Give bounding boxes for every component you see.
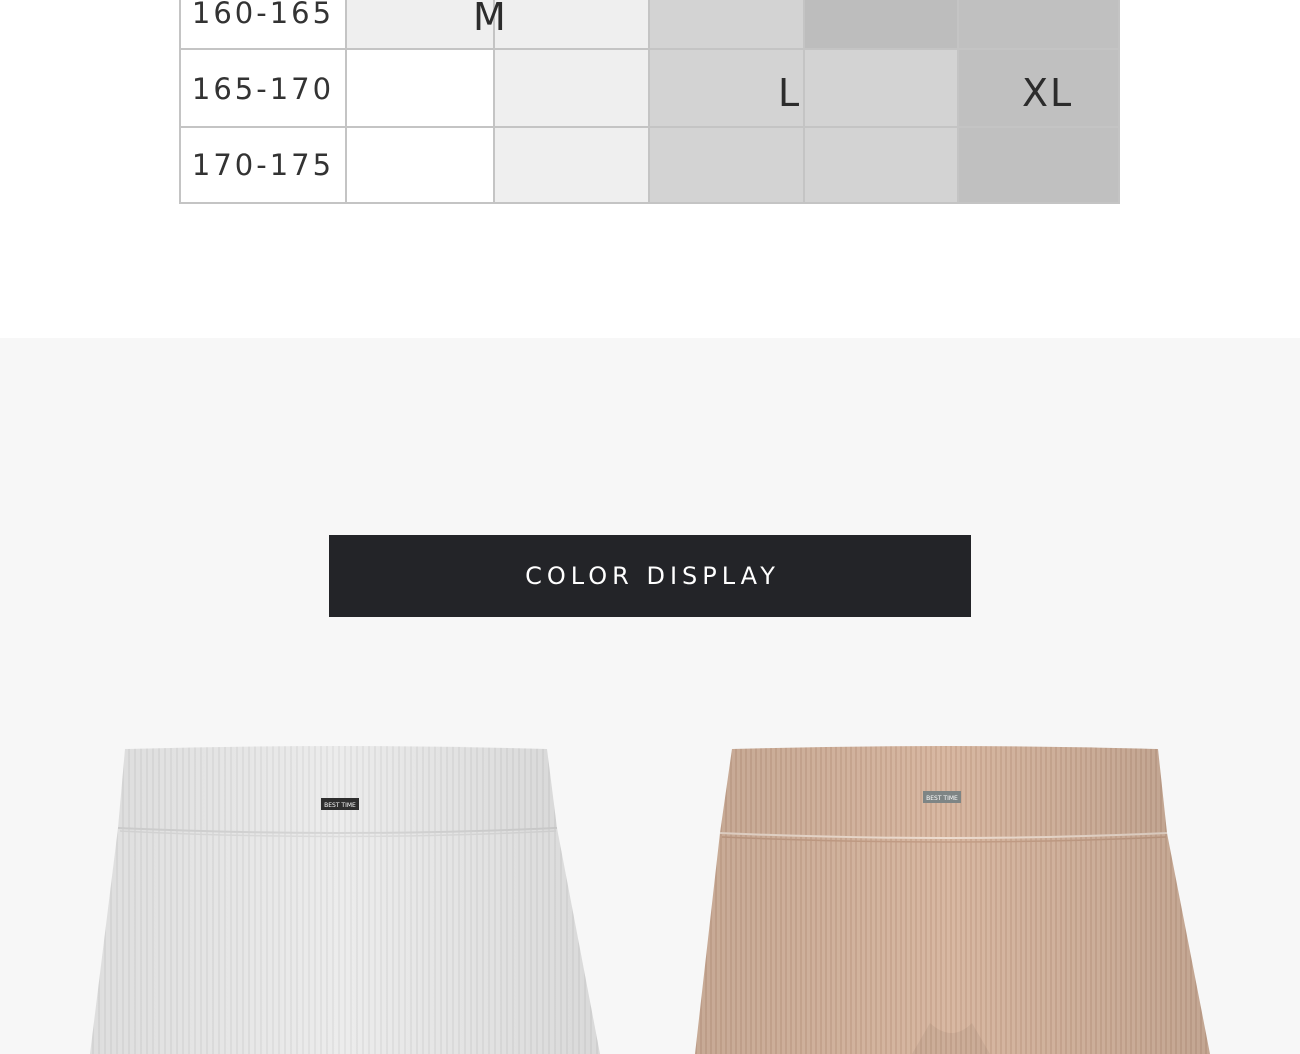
product-image-white[interactable]	[80, 743, 610, 1054]
table-cell	[959, 128, 1120, 204]
height-label: 160-165	[191, 0, 335, 30]
color-display-section	[0, 338, 1300, 1054]
brand-logo-label: BEST TIME	[926, 795, 958, 802]
brand-logo-label: BEST TIME	[324, 802, 356, 809]
table-cell	[805, 0, 959, 50]
size-mark-l: L	[778, 71, 802, 115]
height-label: 170-175	[191, 148, 335, 182]
table-cell	[347, 128, 495, 204]
section-banner	[329, 535, 971, 617]
table-cell	[347, 50, 495, 128]
size-mark-m: M	[473, 0, 508, 39]
product-image-beige[interactable]	[690, 743, 1220, 1054]
table-cell	[495, 50, 650, 128]
table-cell	[495, 128, 650, 204]
table-cell	[805, 50, 959, 128]
height-label: 165-170	[191, 72, 335, 106]
table-cell	[650, 128, 805, 204]
size-mark-xl: XL	[1022, 71, 1074, 115]
section-title: COLOR DISPLAY	[525, 562, 780, 590]
table-cell	[650, 0, 805, 50]
table-cell	[495, 0, 650, 50]
size-table	[179, 0, 1120, 204]
table-cell	[805, 128, 959, 204]
table-cell	[959, 0, 1120, 50]
